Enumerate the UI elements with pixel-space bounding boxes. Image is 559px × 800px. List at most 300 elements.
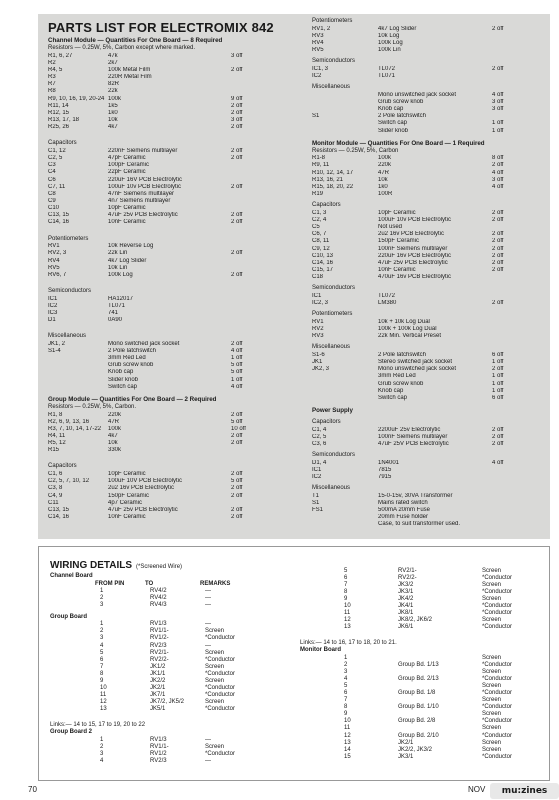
wiring-row bbox=[300, 624, 540, 631]
parts-row bbox=[312, 184, 544, 191]
parts-row bbox=[48, 433, 284, 440]
parts-row bbox=[312, 381, 544, 388]
remarks: Screen bbox=[482, 617, 502, 624]
component-qty bbox=[231, 265, 271, 272]
component-ref bbox=[312, 381, 378, 388]
parts-row bbox=[48, 384, 284, 391]
parts-row bbox=[312, 274, 544, 281]
component-value: 10nF Ceramic bbox=[108, 513, 146, 520]
component-qty bbox=[492, 40, 532, 47]
component-ref bbox=[48, 362, 108, 369]
parts-row bbox=[48, 88, 284, 95]
parts-row bbox=[48, 493, 284, 500]
component-ref: IC2 bbox=[312, 72, 322, 79]
category-label: Miscellaneous bbox=[312, 344, 351, 351]
component-ref: C14, 16 bbox=[312, 259, 334, 266]
from-pin: 11 bbox=[344, 725, 351, 732]
component-ref bbox=[312, 514, 378, 521]
component-ref: C1, 4 bbox=[312, 426, 327, 433]
component-value: 10k Reverse Log bbox=[108, 243, 154, 250]
parts-row bbox=[48, 485, 284, 492]
component-ref: D1 bbox=[48, 317, 56, 324]
component-qty bbox=[231, 500, 271, 507]
remarks: Screen bbox=[205, 698, 225, 705]
component-value: 10nF Ceramic bbox=[378, 267, 416, 274]
parts-row bbox=[312, 253, 544, 260]
component-qty: 2 off bbox=[492, 231, 504, 238]
remarks: *Conductor bbox=[205, 635, 236, 642]
component-value: TL071 bbox=[378, 72, 396, 79]
from-pin: 2 bbox=[100, 628, 104, 635]
parts-row bbox=[48, 362, 284, 369]
left-parts-list bbox=[48, 37, 284, 521]
component-ref: R1-8 bbox=[312, 155, 326, 162]
remarks: *Conductor bbox=[482, 676, 513, 683]
parts-row bbox=[312, 238, 544, 245]
remarks: *Conductor bbox=[205, 691, 236, 698]
component-ref: R15 bbox=[48, 447, 60, 454]
component-ref: C5 bbox=[312, 224, 320, 231]
component-ref: RV1, 2 bbox=[312, 25, 331, 32]
wiring-row bbox=[300, 610, 540, 617]
component-value: 4k7 Log Slider bbox=[378, 25, 417, 32]
from-pin: 7 bbox=[344, 582, 348, 589]
remarks: Screen bbox=[482, 669, 502, 676]
component-qty: 5 off bbox=[231, 369, 243, 376]
component-qty: 8 off bbox=[492, 155, 504, 162]
remarks: Screen bbox=[205, 649, 225, 656]
component-qty bbox=[231, 205, 271, 212]
parts-row bbox=[48, 184, 284, 191]
wiring-row bbox=[300, 733, 540, 740]
parts-row bbox=[48, 169, 284, 176]
component-ref: IC2, 3 bbox=[312, 300, 329, 307]
from-pin: 2 bbox=[100, 743, 104, 750]
component-ref: C2, 5 bbox=[312, 433, 327, 440]
component-qty: 2 off bbox=[231, 513, 243, 520]
component-ref bbox=[312, 521, 378, 528]
component-value: 100nF Siemens multilayer bbox=[378, 433, 448, 440]
links-note: Links:— 14 to 15, 17 to 19, 20 to 22 bbox=[50, 721, 146, 728]
component-qty bbox=[492, 500, 532, 507]
to-point bbox=[398, 725, 482, 732]
component-value: Knob cap bbox=[378, 106, 404, 113]
to-point: JK3/1 bbox=[398, 589, 414, 596]
parts-row bbox=[48, 53, 284, 60]
to-point: Group Bd. 2/10 bbox=[398, 732, 439, 739]
component-ref: C6, 7 bbox=[312, 231, 327, 238]
parts-row bbox=[48, 103, 284, 110]
component-qty: 3 off bbox=[231, 52, 243, 59]
parts-row bbox=[48, 117, 284, 124]
parts-row bbox=[48, 162, 284, 169]
from-pin: 1 bbox=[100, 621, 104, 628]
component-qty bbox=[492, 333, 532, 340]
component-value: 10k bbox=[108, 440, 118, 447]
component-value: 220R Metal Film bbox=[108, 74, 152, 81]
component-ref: S1 bbox=[312, 499, 320, 506]
remarks: Screen bbox=[205, 628, 225, 635]
component-ref: C3, 6 bbox=[312, 440, 327, 447]
category-label: Miscellaneous bbox=[312, 84, 351, 91]
component-qty: 2 off bbox=[231, 411, 243, 418]
remarks: *Conductor bbox=[482, 575, 513, 582]
wiring-title bbox=[50, 560, 300, 573]
remarks: *Conductor bbox=[482, 610, 513, 617]
muzines-logo[interactable]: mu:zines bbox=[490, 783, 559, 799]
category-label: Potentiometers bbox=[312, 311, 353, 318]
from-pin: 11 bbox=[344, 610, 351, 617]
component-ref: R9, 11 bbox=[312, 162, 330, 169]
component-qty: 2 off bbox=[231, 432, 243, 439]
component-ref: R15, 18, 20, 22 bbox=[312, 183, 354, 190]
parts-list-left-column bbox=[48, 20, 284, 521]
component-value: 500mA 20mm Fuse bbox=[378, 507, 431, 514]
remarks: Screen bbox=[482, 739, 502, 746]
to-point: Group Bd. 1/8 bbox=[398, 690, 436, 697]
wiring-right-list bbox=[300, 568, 540, 761]
from-pin: 12 bbox=[100, 698, 107, 705]
from-pin: 9 bbox=[100, 677, 104, 684]
parts-row bbox=[48, 191, 284, 198]
component-value: Switch cap bbox=[108, 383, 138, 390]
component-qty: 4 off bbox=[492, 91, 504, 98]
component-qty: 2 off bbox=[231, 271, 243, 278]
page-title: PARTS LIST FOR ELECTROMIX 842 bbox=[48, 20, 274, 35]
component-value: 4n7 Siemens multilayer bbox=[108, 198, 171, 204]
component-qty: 2 off bbox=[231, 506, 243, 513]
component-value: 100k Log bbox=[378, 39, 403, 46]
wiring-row bbox=[300, 603, 540, 610]
component-value: 0A90 bbox=[108, 317, 123, 324]
from-pin: 15 bbox=[344, 753, 351, 760]
wiring-row bbox=[50, 650, 300, 657]
from-pin: 3 bbox=[100, 750, 104, 757]
component-ref: R1, 6, 27 bbox=[48, 52, 73, 59]
category-label: Potentiometers bbox=[48, 235, 89, 242]
component-ref bbox=[312, 120, 378, 127]
parts-row bbox=[48, 110, 284, 117]
spec-note: Resistors — 0.25W, 5%, Carbon. bbox=[48, 403, 137, 410]
to-header: TO bbox=[145, 580, 154, 587]
to-point: RV4/2 bbox=[150, 594, 167, 601]
component-ref: C3 bbox=[48, 162, 56, 169]
component-ref: RV5 bbox=[312, 47, 324, 54]
parts-row bbox=[312, 366, 544, 373]
component-value: 3mm Red Led bbox=[108, 355, 146, 362]
component-value: 10k Lin bbox=[108, 264, 128, 271]
remarks: *Conductor bbox=[482, 624, 513, 631]
category-label: Semiconductors bbox=[312, 452, 356, 459]
component-qty bbox=[231, 162, 271, 169]
component-qty bbox=[492, 73, 532, 80]
wiring-row bbox=[300, 582, 540, 589]
component-ref: R5, 12 bbox=[48, 440, 66, 447]
component-ref: R8 bbox=[48, 88, 56, 95]
from-pin: 13 bbox=[344, 624, 351, 631]
parts-row bbox=[312, 231, 544, 238]
from-pin: 8 bbox=[100, 670, 104, 677]
component-ref: R11, 14 bbox=[48, 102, 69, 109]
component-qty: 4 off bbox=[231, 347, 243, 354]
to-point: JK4/1 bbox=[398, 603, 414, 610]
from-pin-header: FROM PIN bbox=[95, 580, 125, 587]
component-ref: S1-6 bbox=[312, 351, 325, 358]
section-heading: Channel Module — Quantities For One Board — 8 Required bbox=[48, 37, 223, 44]
component-qty bbox=[492, 521, 532, 528]
component-value: 82R bbox=[108, 81, 120, 88]
to-point: JK5/1 bbox=[150, 705, 166, 712]
component-ref: C2, 5 bbox=[48, 155, 63, 162]
from-pin: 4 bbox=[100, 642, 104, 649]
component-ref: S1 bbox=[312, 113, 320, 120]
component-value: 47R bbox=[378, 169, 390, 176]
component-qty bbox=[231, 317, 271, 324]
from-pin: 6 bbox=[344, 690, 348, 697]
component-ref: C4 bbox=[48, 169, 56, 176]
component-value: 100k + 100k Log Dual bbox=[378, 326, 437, 332]
component-value: 150pF Ceramic bbox=[108, 492, 150, 499]
to-point: RV1/2- bbox=[150, 635, 169, 642]
component-ref: IC1 bbox=[312, 466, 322, 473]
to-point: RV4/2 bbox=[150, 587, 167, 594]
component-value: 100uF 10V PCB Electrolytic bbox=[108, 478, 183, 485]
to-point: RV1/1- bbox=[150, 743, 169, 750]
component-qty: 2 off bbox=[492, 267, 504, 274]
component-value: LM380 bbox=[378, 300, 397, 307]
component-qty bbox=[231, 258, 271, 265]
component-ref: RV4 bbox=[48, 257, 60, 264]
wiring-row bbox=[50, 699, 300, 706]
component-ref bbox=[312, 106, 378, 113]
component-ref: RV1 bbox=[312, 318, 324, 325]
to-point: JK2/1 bbox=[398, 739, 414, 746]
component-qty: 1 off bbox=[492, 127, 504, 134]
parts-row bbox=[312, 73, 544, 80]
parts-row bbox=[48, 67, 284, 74]
wiring-row bbox=[50, 678, 300, 685]
to-point: Group Bd. 1/10 bbox=[398, 704, 439, 711]
parts-row bbox=[312, 120, 544, 127]
component-value: Knob cap bbox=[108, 369, 134, 376]
component-qty: 2 off bbox=[231, 102, 243, 109]
parts-row bbox=[48, 348, 284, 355]
parts-row bbox=[312, 191, 544, 198]
component-qty: 2 off bbox=[231, 250, 243, 257]
component-qty: 2 off bbox=[492, 65, 504, 72]
component-qty: 2 off bbox=[492, 25, 504, 32]
component-value: 47R bbox=[108, 418, 120, 425]
remarks: — bbox=[205, 736, 211, 743]
component-qty: 2 off bbox=[231, 485, 243, 492]
component-qty: 2 off bbox=[231, 471, 243, 478]
remarks: *Conductor bbox=[205, 684, 236, 691]
category-label: Capacitors bbox=[312, 202, 341, 209]
component-value: Switch cap bbox=[378, 394, 408, 401]
component-value: 10nF Ceramic bbox=[108, 219, 146, 226]
component-ref bbox=[48, 377, 108, 384]
parts-row bbox=[312, 155, 544, 162]
spacer bbox=[50, 713, 300, 718]
component-qty: 2 off bbox=[231, 440, 243, 447]
component-qty bbox=[231, 88, 271, 95]
component-value: 220nF Siemens multilayer bbox=[108, 147, 178, 154]
to-point: RV2/2- bbox=[150, 656, 169, 663]
wiring-row bbox=[50, 664, 300, 671]
component-qty bbox=[231, 60, 271, 67]
category-label: Capacitors bbox=[48, 140, 77, 147]
parts-row bbox=[312, 521, 544, 528]
component-ref: R4, 5 bbox=[48, 66, 63, 73]
wiring-row bbox=[300, 575, 540, 582]
remarks: *Conductor bbox=[482, 753, 513, 760]
wiring-row bbox=[300, 596, 540, 603]
component-value: 22k Min. Vertical Preset bbox=[378, 333, 442, 340]
component-qty: 5 off bbox=[231, 418, 243, 425]
component-qty: 2 off bbox=[492, 162, 504, 169]
from-pin: 6 bbox=[100, 656, 104, 663]
remarks: — bbox=[205, 587, 211, 594]
component-value: 2 Pole latchswitch bbox=[108, 347, 157, 354]
wiring-row bbox=[50, 621, 300, 628]
category-label: Semiconductors bbox=[312, 285, 356, 292]
remarks: Screen bbox=[482, 683, 502, 690]
component-ref: C15, 17 bbox=[312, 267, 334, 274]
remarks: Screen bbox=[482, 596, 502, 603]
component-qty: 4 off bbox=[492, 459, 504, 466]
component-value: 3mm Red Led bbox=[378, 373, 416, 380]
to-point bbox=[398, 697, 482, 704]
component-value: 741 bbox=[108, 309, 119, 316]
remarks: *Conductor bbox=[482, 589, 513, 596]
parts-row bbox=[48, 355, 284, 362]
parts-row bbox=[312, 500, 544, 507]
component-ref bbox=[312, 128, 378, 135]
component-value: 2u2 16v PCB Electrolytic bbox=[378, 231, 445, 238]
from-pin: 8 bbox=[344, 589, 348, 596]
from-pin: 13 bbox=[344, 739, 351, 746]
component-qty bbox=[492, 514, 532, 521]
component-value: Mono switched jack socket bbox=[108, 340, 180, 347]
component-value: 1N4001 bbox=[378, 459, 400, 466]
wiring-row bbox=[300, 589, 540, 596]
parts-row bbox=[48, 369, 284, 376]
parts-row bbox=[312, 267, 544, 274]
component-ref: R13, 16, 21 bbox=[312, 176, 344, 183]
component-value: 2200uF 25v Electrolytic bbox=[378, 426, 441, 433]
component-value: 220k bbox=[108, 411, 122, 418]
from-pin: 13 bbox=[100, 705, 107, 712]
wiring-left-column bbox=[50, 560, 300, 765]
category-label: Semiconductors bbox=[312, 58, 356, 65]
spacer bbox=[48, 324, 284, 329]
component-ref: R4, 11 bbox=[48, 432, 66, 439]
component-qty: 2 off bbox=[231, 212, 243, 219]
component-ref: RV2 bbox=[312, 326, 324, 332]
component-qty: 1 off bbox=[492, 359, 504, 366]
component-value: Grub screw knob bbox=[108, 362, 154, 369]
component-value: 2u2 16v PCB Electrolytic bbox=[108, 485, 175, 492]
component-value: 100k Lin bbox=[378, 47, 401, 54]
component-ref: R9, 10, 16, 19, 20-24 bbox=[48, 95, 105, 102]
component-value: 4k7 bbox=[108, 124, 118, 131]
component-ref: IC1 bbox=[312, 292, 322, 299]
component-value: Grub screw knob bbox=[378, 380, 424, 387]
component-value: 10pF Ceramic bbox=[108, 205, 146, 212]
component-value: 220uF 16V PCB Electrolytic bbox=[108, 176, 183, 183]
component-value: 330k bbox=[108, 447, 122, 454]
parts-row bbox=[312, 300, 544, 307]
component-value: 10k bbox=[378, 176, 388, 183]
parts-row bbox=[312, 395, 544, 402]
parts-row bbox=[312, 99, 544, 106]
component-value: 10pF Ceramic bbox=[108, 471, 146, 478]
component-value: 47k bbox=[108, 52, 118, 59]
category-label: Potentiometers bbox=[312, 18, 353, 24]
component-value: 100k Metal Film bbox=[108, 66, 151, 73]
component-qty bbox=[231, 243, 271, 250]
component-qty: 2 off bbox=[231, 492, 243, 499]
parts-row bbox=[48, 250, 284, 257]
component-value: 470uF 16v PCB Electrolytic bbox=[378, 274, 452, 281]
to-point: Group Bd. 2/13 bbox=[398, 676, 439, 683]
parts-row bbox=[312, 441, 544, 448]
component-qty: 6 off bbox=[492, 351, 504, 358]
component-value: 100pF Ceramic bbox=[108, 162, 150, 169]
component-value: Stereo switched jack socket bbox=[378, 359, 453, 366]
parts-row bbox=[48, 296, 284, 303]
component-value: 1k0 bbox=[108, 109, 118, 116]
wiring-row bbox=[300, 747, 540, 754]
parts-row bbox=[48, 177, 284, 184]
parts-row bbox=[312, 514, 544, 521]
to-point: JK8/1 bbox=[398, 610, 414, 617]
from-pin: 4 bbox=[100, 757, 104, 764]
wiring-row bbox=[300, 683, 540, 690]
component-value: 22k bbox=[108, 88, 118, 95]
parts-row bbox=[48, 500, 284, 507]
parts-row bbox=[312, 92, 544, 99]
from-pin: 8 bbox=[344, 704, 348, 711]
remarks: Screen bbox=[482, 711, 502, 718]
component-ref: S1-4 bbox=[48, 347, 61, 354]
component-value: Grub screw knob bbox=[378, 98, 424, 105]
remarks-header: REMARKS bbox=[200, 580, 231, 587]
component-qty bbox=[231, 191, 271, 198]
to-point: JK3/2 bbox=[398, 582, 414, 589]
remarks: *Conductor bbox=[482, 704, 513, 711]
from-pin: 1 bbox=[344, 655, 348, 662]
component-ref: D1, 4 bbox=[312, 459, 327, 466]
wiring-row bbox=[50, 706, 300, 713]
component-qty: 5 off bbox=[231, 362, 243, 369]
parts-row bbox=[48, 514, 284, 521]
component-value: 1k0 bbox=[378, 183, 388, 190]
component-value: 100R bbox=[378, 191, 393, 198]
component-qty: 2 off bbox=[231, 66, 243, 73]
component-ref bbox=[312, 395, 378, 402]
page-number: 70 bbox=[28, 785, 37, 794]
remarks: *Conductor bbox=[482, 690, 513, 697]
component-value: 20mm Fuse holder bbox=[378, 514, 429, 521]
component-value: 47nF Siemens multilayer bbox=[108, 190, 175, 197]
component-qty bbox=[492, 224, 532, 231]
component-qty: 1 off bbox=[492, 373, 504, 380]
component-value: 2 Pole latchswitch bbox=[378, 113, 427, 120]
component-qty: 3 off bbox=[492, 176, 504, 183]
to-point: JK4/2 bbox=[398, 596, 414, 603]
remarks: *Conductor bbox=[482, 603, 513, 610]
